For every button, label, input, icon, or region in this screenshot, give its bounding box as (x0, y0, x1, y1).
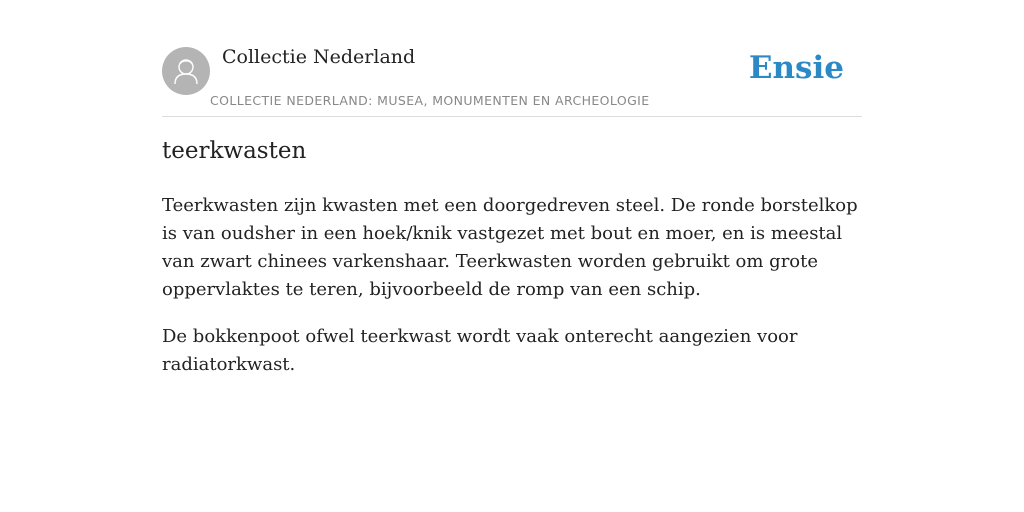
author-name[interactable]: Collectie Nederland (222, 46, 416, 68)
brand-logo[interactable]: Ensie (748, 50, 844, 86)
entry-body (162, 192, 862, 398)
header (162, 0, 862, 117)
page-container (162, 0, 862, 375)
entry-paragraph: Teerkwasten zijn kwasten met een doorgedreven steel. De ronde borstelkop is van oudsher in een hoek/knik vastgezet met bout en moer, en is meestal van zwart chinees varkenshaar. Teerkwasten worden gebruikt om grote oppervlaktes te teren, bijvoorbeeld de romp van een schip. (162, 195, 858, 300)
entry-paragraph: De bokkenpoot ofwel teerkwast wordt vaak onterecht aangezien voor radiatorkwast. (162, 326, 798, 375)
user-avatar-icon[interactable] (162, 47, 210, 95)
entry-title: teerkwasten (162, 138, 307, 164)
author-subtitle: COLLECTIE NEDERLAND: MUSEA, MONUMENTEN EN ARCHEOLOGIE (210, 93, 650, 108)
